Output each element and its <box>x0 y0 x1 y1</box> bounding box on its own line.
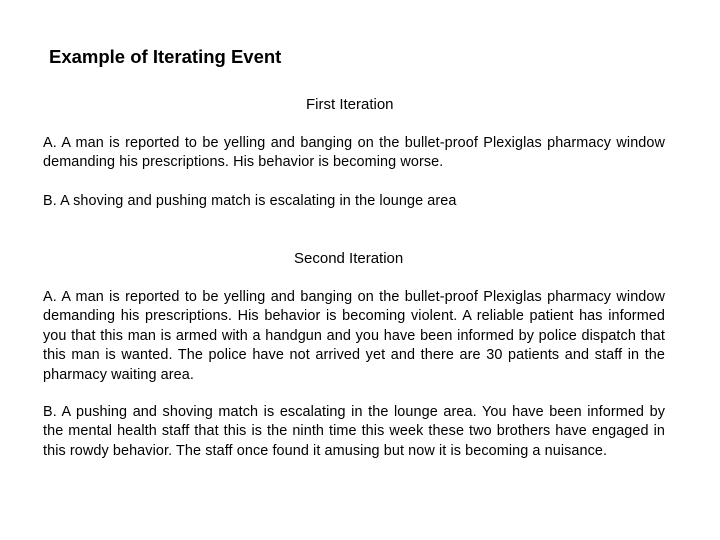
second-iteration-heading: Second Iteration <box>294 250 404 267</box>
second-iteration-item-a: A. A man is reported to be yelling and banging on the bullet-proof Plexiglas pharmacy window demanding his prescriptions. His behavior is becoming violent. A reliable patient has informed you that this man is armed with a handgun and you have been informed by police dispatch that this man is wanted. The police have not arrived yet and there are 30 patients and staff in the pharmacy waiting area. <box>43 289 665 383</box>
first-iteration-item-b: B. A shoving and pushing match is escalating in the lounge area <box>43 193 457 209</box>
second-iteration-item-b: B. A pushing and shoving match is escalating in the lounge area. You have been informed by the mental health staff that this is the ninth time this week these two brothers have engaged in this rowdy behavior. The staff once found it amusing but now it is becoming a nuisance. <box>43 404 665 459</box>
page-title: Example of Iterating Event <box>49 46 282 67</box>
first-iteration-item-a: A. A man is reported to be yelling and banging on the bullet-proof Plexiglas pharmacy window demanding his prescriptions. His behavior is becoming worse. <box>43 135 665 171</box>
first-iteration-heading: First Iteration <box>306 96 394 113</box>
